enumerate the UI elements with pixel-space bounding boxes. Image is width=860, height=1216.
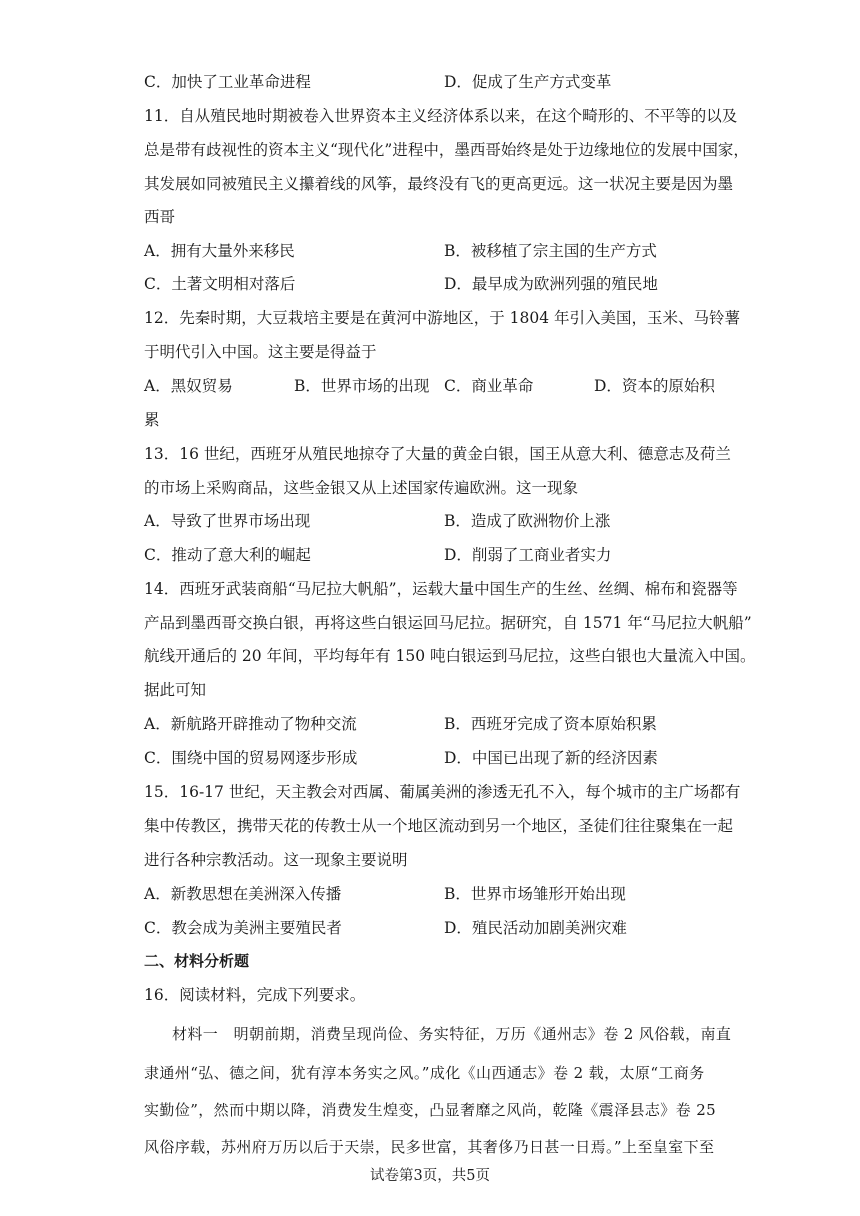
q15-option-b[interactable]: B．世界市场雏形开始出现 <box>444 885 626 903</box>
q14-option-c[interactable]: C．围绕中国的贸易网逐步形成 <box>144 749 358 767</box>
q14-stem-line-2: 产品到墨西哥交换白银，再将这些白银运回马尼拉。据研究，自 1571 年“马尼拉大帆船” <box>144 614 752 632</box>
q15-stem-line-3: 进行各种宗教活动。这一现象主要说明 <box>144 851 408 869</box>
q11-option-a[interactable]: A．拥有大量外来移民 <box>144 242 295 260</box>
q14-option-a[interactable]: A．新航路开辟推动了物种交流 <box>144 715 357 733</box>
q13-option-a[interactable]: A．导致了世界市场出现 <box>144 512 311 530</box>
q12-stem-line-1: 12．先秦时期，大豆栽培主要是在黄河中游地区，于 1804 年引入美国，玉米、马铃薯 <box>144 309 741 327</box>
q12-stem-line-2: 于明代引入中国。这主要是得益于 <box>144 343 377 361</box>
q13-option-b[interactable]: B．造成了欧洲物价上涨 <box>444 512 611 530</box>
q15-stem-line-1: 15．16-17 世纪，天主教会对西属、葡属美洲的渗透无孔不入，每个城市的主广场都有 <box>144 783 741 801</box>
q12-option-c[interactable]: C．商业革命 <box>444 377 534 395</box>
q15-option-c[interactable]: C．教会成为美洲主要殖民者 <box>144 919 342 937</box>
q10-option-d[interactable]: D．促成了生产方式变革 <box>444 73 612 91</box>
q15-option-a[interactable]: A．新教思想在美洲深入传播 <box>144 885 342 903</box>
material-line-1: 材料一 明朝前期，消费呈现尚俭、务实特征，万历《通州志》卷 2 风俗载，南直 <box>172 1025 732 1043</box>
q11-option-c[interactable]: C．土著文明相对落后 <box>144 275 296 293</box>
q14-stem-line-3: 航线开通后的 20 年间，平均每年有 150 吨白银运到马尼拉，这些白银也大量流入中国。 <box>144 647 756 665</box>
q14-option-b[interactable]: B．西班牙完成了资本原始积累 <box>444 715 657 733</box>
q13-option-d[interactable]: D．削弱了工商业者实力 <box>444 546 612 564</box>
q12-option-a[interactable]: A．黑奴贸易 <box>144 377 233 395</box>
q12-option-d[interactable]: D．资本的原始积 <box>594 377 715 395</box>
q11-option-d[interactable]: D．最早成为欧洲列强的殖民地 <box>444 275 658 293</box>
q16-stem: 16．阅读材料，完成下列要求。 <box>144 986 366 1004</box>
q10-option-c[interactable]: C．加快了工业革命进程 <box>144 73 311 91</box>
q13-stem-line-1: 13．16 世纪，西班牙从殖民地掠夺了大量的黄金白银，国王从意大利、德意志及荷兰 <box>144 445 731 463</box>
q11-option-b[interactable]: B．被移植了宗主国的生产方式 <box>444 242 657 260</box>
q11-stem-line-1: 11．自从殖民地时期被卷入世界资本主义经济体系以来，在这个畸形的、不平等的以及 <box>144 107 738 125</box>
material-line-4: 风俗序载，苏州府万历以后于天崇，民多世富，其奢侈乃日甚一日焉。”上至皇室下至 <box>144 1138 715 1156</box>
page-footer: 试卷第3页，共5页 <box>370 1168 490 1184</box>
q15-stem-line-2: 集中传教区，携带天花的传教士从一个地区流动到另一个地区，圣徒们往往聚集在一起 <box>144 817 734 835</box>
q15-option-d[interactable]: D．殖民活动加剧美洲灾难 <box>444 919 627 937</box>
q14-option-d[interactable]: D．中国已出现了新的经济因素 <box>444 749 658 767</box>
q12-option-b[interactable]: B．世界市场的出现 <box>294 377 430 395</box>
q11-stem-line-2: 总是带有歧视性的资本主义“现代化”进程中，墨西哥始终是处于边缘地位的发展中国家， <box>144 141 749 159</box>
q12-option-d-wrap: 累 <box>144 411 160 429</box>
section-heading: 二、材料分析题 <box>144 952 250 970</box>
material-line-2: 隶通州“弘、德之间，犹有淳本务实之风。”成化《山西通志》卷 2 载，太原“工商务 <box>144 1064 705 1082</box>
q14-stem-line-1: 14．西班牙武装商船“马尼拉大帆船”，运载大量中国生产的生丝、丝绸、棉布和瓷器等 <box>144 580 738 598</box>
q13-stem-line-2: 的市场上采购商品，这些金银又从上述国家传遍欧洲。这一现象 <box>144 479 579 497</box>
material-line-3: 实勤俭”，然而中期以降，消费发生煌变，凸显奢靡之风尚，乾隆《震泽县志》卷 25 <box>144 1101 717 1119</box>
q13-option-c[interactable]: C．推动了意大利的崛起 <box>144 546 311 564</box>
q11-stem-line-3: 其发展如同被殖民主义攥着线的风筝，最终没有飞的更高更远。这一状况主要是因为墨 <box>144 175 734 193</box>
q11-stem-line-4: 西哥 <box>144 208 176 226</box>
q14-stem-line-4: 据此可知 <box>144 681 207 699</box>
